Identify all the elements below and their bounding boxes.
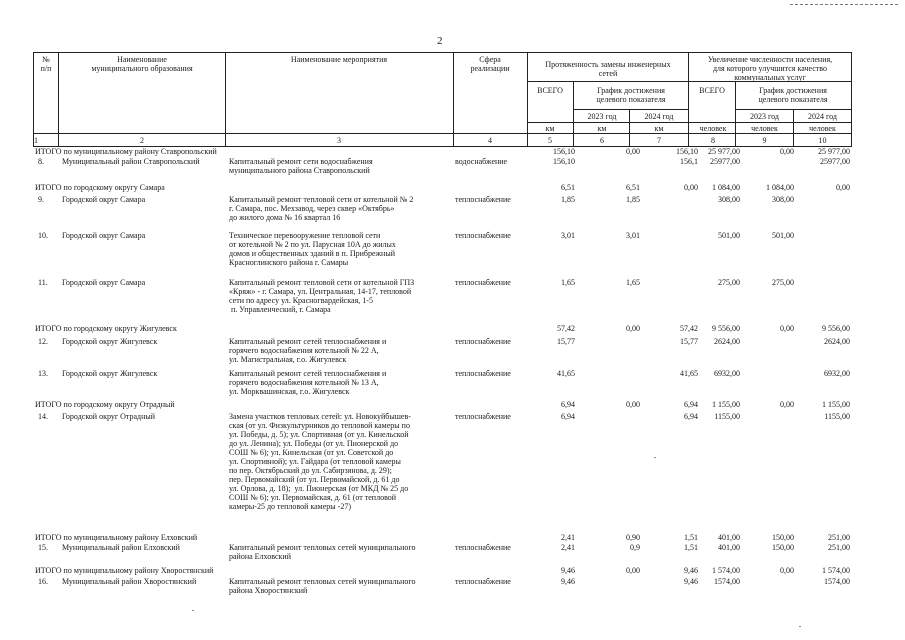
- col-number-8: 8: [711, 136, 715, 145]
- row-number: 15.: [38, 543, 48, 552]
- header-col-measure: Наименование мероприятия: [290, 55, 388, 64]
- header-col-no: № п/п: [40, 55, 52, 73]
- row-value-7: 41,65: [680, 369, 698, 378]
- row-value-5: 1,65: [561, 278, 575, 287]
- row-value-8: 275,00: [718, 278, 740, 287]
- row-municipality: Муниципальный район Елховский: [62, 543, 180, 552]
- row-number: 16.: [38, 577, 48, 586]
- row-value-7: 156,1: [680, 157, 698, 166]
- row-sphere: теплоснабжение: [455, 543, 511, 552]
- header-year-2023-pop: 2023 год: [750, 112, 779, 121]
- row-value-10: 6932,00: [824, 369, 850, 378]
- row-value-6: 1,65: [626, 278, 640, 287]
- row-measure: Капитальный ремонт тепловых сетей муниципального района Хворостянский: [229, 577, 416, 595]
- total-value-6: 0,00: [626, 566, 640, 575]
- total-value-6: 0,00: [626, 400, 640, 409]
- row-municipality: Городской округ Самара: [62, 195, 146, 204]
- total-value-6: 0,00: [626, 147, 640, 156]
- row-measure: Капитальный ремонт сети водоснабжения муниципального района Ставропольский: [229, 157, 373, 175]
- row-measure: Замена участков тепловых сетей: ул. Новокуйбышев- ская (от ул. Физкультурников до тепловой камеры по ул. Победы, д. 5); ул. Спортивная (от ул. Кинельской до ул. Ленина); ул. Победы (от ул. Пионерской до СОШ № 6); ул. Кинельская (от ул. Советской до ул. Спортивной); ул. Гайдара (от тепловой камеры по пер. Октябрьский до ул. Сабирзянова, д. 29); пер. Первомайский (от ул. Первомайской, д. 61 до ул. Орлова, д. 18); ул. Пионерская (от МКД № 25 до СОШ № 6); ул. Первомайская, д. 61 (от тепловой камеры-25 до тепловой камеры -27): [229, 412, 411, 511]
- total-value-7: 156,10: [676, 147, 698, 156]
- row-measure: Капитальный ремонт тепловой сети от котельной № 2 г. Самара, пос. Мехзавод, через сквер «Октябрь» до жилого дома № 16 квартал 16: [229, 195, 414, 222]
- header-length-schedule: График достижения целевого показателя: [596, 86, 666, 104]
- col-number-2: 2: [140, 136, 144, 145]
- row-value-6: 1,85: [626, 195, 640, 204]
- row-value-5: 2,41: [561, 543, 575, 552]
- row-value-8: 2624,00: [714, 337, 740, 346]
- total-value-8: 25 977,00: [708, 147, 740, 156]
- total-value-9: 0,00: [780, 400, 794, 409]
- header-year-2023-length: 2023 год: [587, 112, 617, 121]
- total-value-9: 0,00: [780, 566, 794, 575]
- total-value-7: 57,42: [680, 324, 698, 333]
- row-number: 14.: [38, 412, 48, 421]
- row-number: 13.: [38, 369, 48, 378]
- total-value-9: 0,00: [780, 324, 794, 333]
- scan-speck: [192, 610, 194, 611]
- row-value-5: 9,46: [561, 577, 575, 586]
- header-length-group: Протяженность замены инженерных сетей: [545, 60, 671, 78]
- total-row-label: ИТОГО по городскому округу Жигулевск: [35, 324, 177, 333]
- col-number-7: 7: [657, 136, 661, 145]
- total-value-5: 57,42: [557, 324, 575, 333]
- row-value-9: 501,00: [772, 231, 794, 240]
- row-value-10: 25977,00: [820, 157, 850, 166]
- unit-km-2024: км: [654, 124, 664, 133]
- row-sphere: теплоснабжение: [455, 195, 511, 204]
- total-value-5: 9,46: [561, 566, 575, 575]
- row-municipality: Городской округ Жигулевск: [62, 369, 158, 378]
- row-measure: Техническое перевооружение тепловой сети от котельной № 2 по ул. Парусная 10А до жилых домов и общественных зданий в п. Прибрежный Красноглинского района г. Самары: [229, 231, 396, 267]
- unit-people-2023: человек: [751, 124, 778, 133]
- total-value-8: 401,00: [718, 533, 740, 542]
- total-value-5: 6,51: [561, 183, 575, 192]
- header-year-2024-length: 2024 год: [644, 112, 674, 121]
- header-pop-group: Увеличение численности населения, для которого улучшится качество коммунальных услуг: [707, 55, 833, 82]
- row-value-5: 6,94: [561, 412, 575, 421]
- total-value-10: 251,00: [828, 533, 850, 542]
- total-value-8: 1 574,00: [712, 566, 740, 575]
- total-value-10: 0,00: [836, 183, 850, 192]
- row-measure: Капитальный ремонт тепловой сети от котельной ГПЗ «Кряж» - г. Самара, ул. Центральная, 14-17, тепловой сети по адресу ул. Красногвардейская, 1-5 п. Управленческий, г. Самара: [229, 278, 415, 314]
- row-municipality: Городской округ Самара: [62, 278, 146, 287]
- row-value-7: 1,51: [684, 543, 698, 552]
- total-value-8: 9 556,00: [712, 324, 740, 333]
- row-value-9: 150,00: [772, 543, 794, 552]
- row-number: 10.: [38, 231, 48, 240]
- row-sphere: теплоснабжение: [455, 337, 511, 346]
- top-edge-line: [790, 4, 898, 5]
- row-value-5: 156,10: [553, 157, 575, 166]
- unit-km-2023: км: [597, 124, 607, 133]
- total-value-5: 6,94: [561, 400, 575, 409]
- total-value-10: 9 556,00: [822, 324, 850, 333]
- row-value-10: 1155,00: [824, 412, 850, 421]
- row-measure: Капитальный ремонт тепловых сетей муниципального района Елховский: [229, 543, 416, 561]
- row-number: 9.: [38, 195, 44, 204]
- row-value-10: 251,00: [828, 543, 850, 552]
- row-value-8: 25977,00: [710, 157, 740, 166]
- total-value-7: 0,00: [684, 183, 698, 192]
- row-sphere: водоснабжение: [455, 157, 508, 166]
- row-number: 12.: [38, 337, 48, 346]
- row-value-8: 401,00: [718, 543, 740, 552]
- col-number-5: 5: [548, 136, 552, 145]
- total-row-label: ИТОГО по муниципальному району Елховский: [35, 533, 198, 542]
- row-sphere: теплоснабжение: [455, 231, 511, 240]
- total-value-10: 1 574,00: [822, 566, 850, 575]
- header-pop-schedule: График достижения целевого показателя: [758, 86, 828, 104]
- total-value-9: 0,00: [780, 147, 794, 156]
- total-value-7: 9,46: [684, 566, 698, 575]
- total-value-7: 1,51: [684, 533, 698, 542]
- unit-people-total: человек: [699, 124, 727, 133]
- row-sphere: теплоснабжение: [455, 412, 511, 421]
- header-pop-total: ВСЕГО: [699, 86, 725, 95]
- total-value-9: 150,00: [772, 533, 794, 542]
- row-value-8: 6932,00: [714, 369, 740, 378]
- unit-km-total: км: [545, 124, 555, 133]
- row-municipality: Муниципальный район Ставропольский: [62, 157, 200, 166]
- col-number-3: 3: [337, 136, 341, 145]
- row-number: 11.: [38, 278, 48, 287]
- col-number-9: 9: [762, 136, 767, 145]
- col-number-4: 4: [488, 136, 492, 145]
- row-measure: Капитальный ремонт сетей теплоснабжения и горячего водоснабжения котельной № 13 А, ул. Морквашинская, г.о. Жигулевск: [229, 369, 387, 396]
- row-value-7: 15,77: [680, 337, 698, 346]
- row-value-5: 41,65: [557, 369, 575, 378]
- header-col-municipality: Наименование муниципального образования: [91, 55, 193, 73]
- total-value-5: 156,10: [553, 147, 575, 156]
- row-value-6: 3,01: [626, 231, 640, 240]
- header-length-total: ВСЕГО: [537, 86, 563, 95]
- row-value-5: 15,77: [557, 337, 575, 346]
- scan-speck: [799, 626, 801, 627]
- total-value-5: 2,41: [561, 533, 575, 542]
- col-number-1: 1: [34, 136, 38, 145]
- col-number-6: 6: [600, 136, 604, 145]
- row-value-5: 3,01: [561, 231, 575, 240]
- total-value-7: 6,94: [684, 400, 698, 409]
- row-sphere: теплоснабжение: [455, 369, 511, 378]
- row-value-10: 2624,00: [824, 337, 850, 346]
- row-value-9: 275,00: [772, 278, 794, 287]
- row-value-8: 308,00: [718, 195, 740, 204]
- row-sphere: теплоснабжение: [455, 278, 511, 287]
- row-value-8: 1574,00: [714, 577, 740, 586]
- row-value-9: 308,00: [772, 195, 794, 204]
- total-value-8: 1 084,00: [712, 183, 740, 192]
- row-value-8: 501,00: [718, 231, 740, 240]
- total-value-6: 0,00: [626, 324, 640, 333]
- row-municipality: Городской округ Жигулевск: [62, 337, 158, 346]
- row-sphere: теплоснабжение: [455, 577, 511, 586]
- total-row-label: ИТОГО по муниципальному району Ставропольский: [35, 147, 217, 156]
- scan-speck: [654, 457, 656, 458]
- row-value-10: 1574,00: [824, 577, 850, 586]
- row-municipality: Городской округ Самара: [62, 231, 146, 240]
- total-value-10: 25 977,00: [818, 147, 850, 156]
- row-municipality: Муниципальный район Хворостянский: [62, 577, 197, 586]
- total-value-10: 1 155,00: [822, 400, 850, 409]
- total-value-9: 1 084,00: [766, 183, 794, 192]
- unit-people-2024: человек: [809, 124, 836, 133]
- header-year-2024-pop: 2024 год: [808, 112, 837, 121]
- total-value-6: 6,51: [626, 183, 640, 192]
- total-row-label: ИТОГО по муниципальному району Хворостянский: [35, 566, 214, 575]
- page-number: 2: [437, 35, 443, 47]
- total-row-label: ИТОГО по городскому округу Отрадный: [35, 400, 175, 409]
- row-value-8: 1155,00: [714, 412, 740, 421]
- total-row-label: ИТОГО по городскому округу Самара: [35, 183, 165, 192]
- row-value-7: 9,46: [684, 577, 698, 586]
- row-value-5: 1,85: [561, 195, 575, 204]
- row-value-6: 0,9: [630, 543, 640, 552]
- total-value-6: 0,90: [626, 533, 640, 542]
- row-municipality: Городской округ Отрадный: [62, 412, 156, 421]
- col-number-10: 10: [818, 136, 827, 145]
- row-number: 8.: [38, 157, 44, 166]
- header-col-sphere: Сфера реализации: [470, 55, 510, 73]
- total-value-8: 1 155,00: [712, 400, 740, 409]
- row-value-7: 6,94: [684, 412, 698, 421]
- row-measure: Капитальный ремонт сетей теплоснабжения и горячего водоснабжения котельной № 22 А, ул. Магистральная, г.о. Жигулевск: [229, 337, 387, 364]
